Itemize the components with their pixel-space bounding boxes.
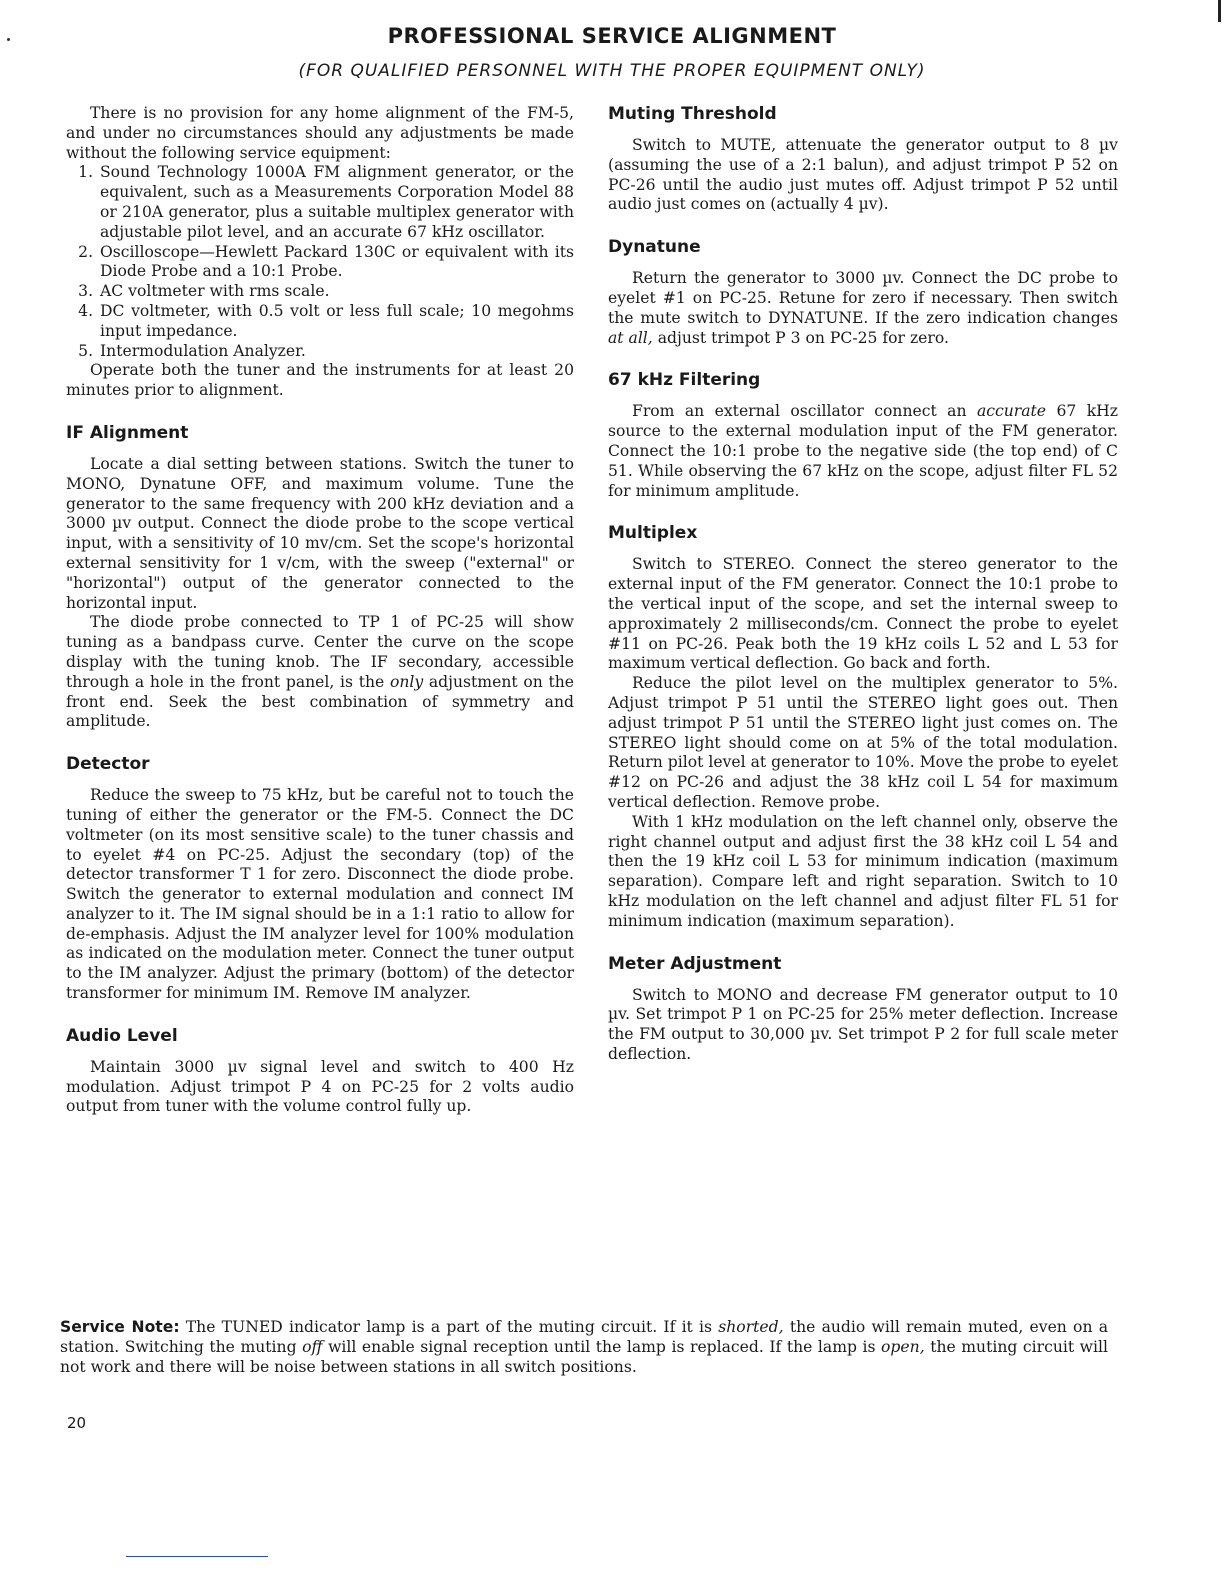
filtering-67k-heading: 67 kHz Filtering: [608, 370, 761, 391]
footer-rule: [126, 1556, 268, 1557]
meter-adjustment-heading: Meter Adjustment: [608, 953, 782, 974]
multiplex-section: [608, 523, 1118, 931]
dynatune-section: [608, 237, 1118, 348]
multiplex-heading: Multiplex: [608, 523, 698, 544]
equipment-item: 1. Sound Technology 1000A FM alignment generator, or the equivalent, such as a Measurements Corporation Model 88 or 210A generator, plus a suitable multiplex generator with adjustable pilot level, and an accurate 67 kHz oscillator.: [98, 163, 574, 242]
right-column: [608, 104, 1118, 1065]
muting-threshold-heading: Muting Threshold: [608, 104, 777, 124]
equipment-item: 5. Intermodulation Analyzer.: [98, 342, 574, 362]
intro-section: [66, 104, 574, 401]
page-number: 20: [67, 1414, 87, 1432]
equipment-list: [66, 163, 574, 361]
page-title: PROFESSIONAL SERVICE ALIGNMENT: [387, 24, 837, 48]
if-alignment-heading: IF Alignment: [66, 422, 189, 443]
scan-edge-mark: [1218, 0, 1221, 22]
intro-lead: There is no provision for any home alignment of the FM-5, and under no circumstances should any adjustments be made without the following service equipment:: [66, 104, 574, 162]
service-note-label: Service Note:: [60, 1318, 180, 1336]
audio-level-heading: Audio Level: [66, 1025, 178, 1046]
service-note: Service Note: The TUNED indicator lamp is a part of the muting circuit. If it is shorted, the audio will remain muted, even on a station. Switching the muting off will enable signal reception until the lamp is replaced. If the lamp is open, the muting circuit will not work and there will be noise between stations in all switch positions.: [60, 1318, 1109, 1376]
intro-closing: Operate both the tuner and the instruments for at least 20 minutes prior to alignment.: [66, 361, 574, 400]
filtering-67k-paragraph: From an external oscillator connect an accurate 67 kHz source to the external modulation input of the FM generator. Connect the 10:1 probe to the negative side (the top end) of C 51. While observing the 67 kHz on the scope, adjust filter FL 52 for minimum amplitude.: [608, 402, 1118, 500]
filtering-67k-section: [608, 370, 1118, 501]
meter-adjustment-paragraph: Switch to MONO and decrease FM generator output to 10 µv. Set trimpot P 1 on PC-25 for 25% meter deflection. Increase the FM output to 30,000 µv. Set trimpot P 2 for full scale meter deflection.: [608, 985, 1118, 1063]
if-alignment-paragraph-2: The diode probe connected to TP 1 of PC-25 will show tuning as a bandpass curve. Center the curve on the scope display with the tuning knob. The IF secondary, accessible through a hole in the front panel, is the only adjustment on the front end. Seek the best combination of symmetry and amplitude.: [66, 613, 574, 731]
meter-adjustment-section: [608, 954, 1118, 1065]
multiplex-paragraph-3: With 1 kHz modulation on the left channel only, observe the right channel output and adjust first the 38 kHz coil L 54 and then the 19 kHz coil L 53 for minimum indication (maximum separation). Compare left and right separation. Switch to 10 kHz modulation on the left channel and adjust filter FL 51 for minimum indication (maximum separation).: [608, 812, 1118, 930]
detector-section: [66, 754, 574, 1004]
page-subtitle: (FOR QUALIFIED PERSONNEL WITH THE PROPER EQUIPMENT ONLY): [298, 61, 926, 81]
dynatune-heading: Dynatune: [608, 237, 701, 258]
detector-heading: Detector: [66, 754, 150, 775]
multiplex-paragraph-1: Switch to STEREO. Connect the stereo generator to the external input of the FM generator. Connect the 10:1 probe to the vertical input of the scope, and set the internal sweep to approximately 2 milliseconds/cm. Connect the probe to eyelet #11 on PC-26. Peak both the 19 kHz coils L 52 and L 53 for maximum vertical deflection. Go back and forth.: [608, 555, 1118, 673]
muting-threshold-paragraph: Switch to MUTE, attenuate the generator output to 8 µv (assuming the use of a 2:1 balun), and adjust trimpot P 52 on PC-26 until the audio just mutes off. Adjust trimpot P 52 until audio just comes on (actually 4 µv).: [608, 136, 1118, 214]
if-alignment-paragraph-1: Locate a dial setting between stations. Switch the tuner to MONO, Dynatune OFF, and maximum volume. Tune the generator to the same frequency with 200 kHz deviation and a 3000 µv output. Connect the diode probe to the scope vertical input, with a sensitivity of 10 mv/cm. Set the scope's horizontal external sensitivity for 1 v/cm, with the sweep ("external" or "horizontal") output of the generator connected to the horizontal input.: [66, 454, 574, 612]
left-column: [66, 104, 574, 1117]
muting-threshold-section: [608, 104, 1118, 215]
audio-level-paragraph: Maintain 3000 µv signal level and switch to 400 Hz modulation. Adjust trimpot P 4 on PC-25 for 2 volts audio output from tuner with the volume control fully up.: [66, 1057, 574, 1116]
equipment-item: 2. Oscilloscope—Hewlett Packard 130C or equivalent with its Diode Probe and a 10:1 Probe.: [98, 243, 574, 283]
if-alignment-section: [66, 423, 574, 732]
equipment-item: 4. DC voltmeter, with 0.5 volt or less full scale; 10 megohms input impedance.: [98, 302, 574, 342]
dynatune-paragraph: Return the generator to 3000 µv. Connect the DC probe to eyelet #1 on PC-25. Retune for zero if necessary. Then switch the mute switch to DYNATUNE. If the zero indication changes at all, adjust trimpot P 3 on PC-25 for zero.: [608, 269, 1118, 347]
detector-paragraph: Reduce the sweep to 75 kHz, but be careful not to touch the tuning of either the generator or the FM-5. Connect the DC voltmeter (on its most sensitive scale) to the tuner chassis and to eyelet #4 on PC-25. Adjust the secondary (top) of the detector transformer T 1 for zero. Disconnect the diode probe. Switch the generator to external modulation and connect IM analyzer to it. The IM signal should be in a 1:1 ratio to allow for de-emphasis. Adjust the IM analyzer level for 100% modulation as indicated on the modulation meter. Connect the tuner output to the IM analyzer. Adjust the primary (bottom) of the detector transformer for minimum IM. Remove IM analyzer.: [66, 786, 574, 1003]
equipment-item: 3. AC voltmeter with rms scale.: [98, 282, 574, 302]
audio-level-section: [66, 1026, 574, 1117]
multiplex-paragraph-2: Reduce the pilot level on the multiplex generator to 5%. Adjust trimpot P 51 until the STEREO light goes out. Then adjust trimpot P 51 until the STEREO light just comes on. The STEREO light should come on at 5% of the total modulation. Return pilot level at generator to 10%. Move the probe to eyelet #12 on PC-26 and adjust the 38 kHz coil L 54 for maximum vertical deflection. Remove probe.: [608, 674, 1118, 811]
